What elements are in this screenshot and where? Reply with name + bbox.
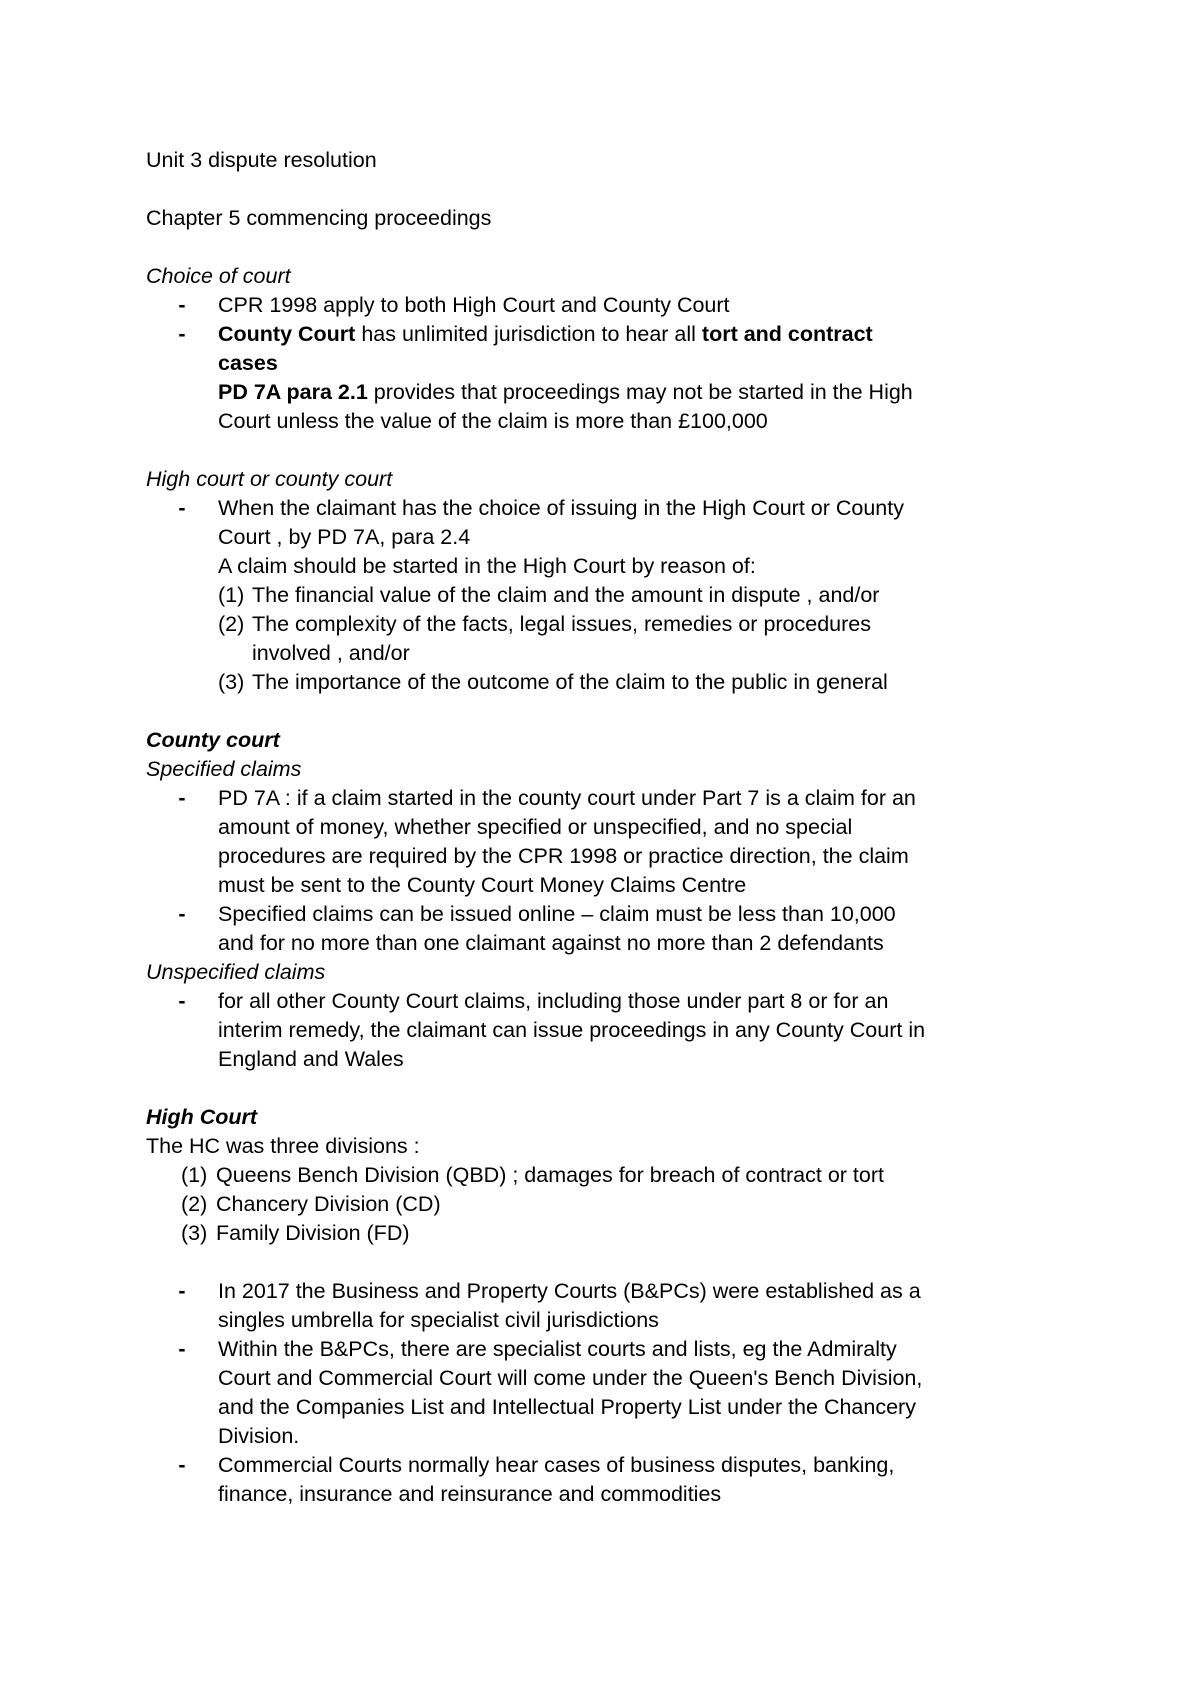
list-item-text: interim remedy, the claimant can issue proceedings in any County Court in (218, 1018, 926, 1042)
bold-term: County Court (218, 322, 356, 346)
list-item (146, 1277, 1076, 1335)
numbered-item: The complexity of the facts, legal issues, remedies or procedures (252, 612, 872, 636)
section-heading-high-or-county: High court or county court (146, 467, 393, 491)
list-item (146, 291, 1076, 320)
numbered-item: Chancery Division (CD) (216, 1192, 441, 1216)
numbered-item: Queens Bench Division (QBD) ; damages for breach of contract or tort (216, 1163, 884, 1187)
list-item-text: PD 7A : if a claim started in the county court under Part 7 is a claim for an (218, 786, 916, 810)
numbered-item: The importance of the outcome of the claim to the public in general (252, 670, 888, 694)
list-item-text: finance, insurance and reinsurance and commodities (218, 1482, 722, 1506)
chapter-title: Chapter 5 commencing proceedings (146, 206, 492, 230)
list-number: (2) (181, 1192, 208, 1216)
bullet-dash: - (178, 496, 186, 520)
list-item-text: and for no more than one claimant against no more than 2 defendants (218, 931, 884, 955)
list-item (146, 900, 1076, 958)
list-item-text: Specified claims can be issued online – claim must be less than 10,000 (218, 902, 896, 926)
list-item-text: When the claimant has the choice of issuing in the High Court or County (218, 496, 904, 520)
list-number: (3) (218, 670, 245, 694)
document-title: Unit 3 dispute resolution (146, 148, 377, 172)
list-item (146, 1335, 1076, 1451)
numbered-item: The financial value of the claim and the amount in dispute , and/or (252, 583, 880, 607)
list-item-text: Division. (218, 1424, 300, 1448)
bullet-dash: - (178, 1453, 186, 1477)
list-item-text: provides that proceedings may not be started in the High (367, 380, 913, 404)
section-heading-choice-of-court: Choice of court (146, 264, 291, 288)
list-item-text: Court unless the value of the claim is more than £100,000 (218, 409, 768, 433)
document-page (146, 146, 1076, 1509)
list-item (146, 320, 1076, 436)
bullet-dash: - (178, 322, 186, 346)
list-item-text: singles umbrella for specialist civil jurisdictions (218, 1308, 659, 1332)
list-item-text: must be sent to the County Court Money Claims Centre (218, 873, 747, 897)
numbered-item: involved , and/or (252, 641, 410, 665)
list-number: (2) (218, 612, 245, 636)
list-number: (3) (181, 1221, 208, 1245)
list-item (146, 1451, 1076, 1509)
list-item-text: and the Companies List and Intellectual Property List under the Chancery (218, 1395, 916, 1419)
paragraph: The HC was three divisions : (146, 1134, 420, 1158)
list-item-text: has unlimited jurisdiction to hear all (355, 322, 702, 346)
bullet-dash: - (178, 786, 186, 810)
bullet-dash: - (178, 1279, 186, 1303)
list-item (146, 784, 1076, 900)
bullet-dash: - (178, 989, 186, 1013)
bullet-dash: - (178, 1337, 186, 1361)
bold-term: tort and contract (701, 322, 873, 346)
subheading-unspecified-claims: Unspecified claims (146, 960, 326, 984)
list-item-text: Within the B&PCs, there are specialist courts and lists, eg the Admiralty (218, 1337, 897, 1361)
list-item-text: CPR 1998 apply to both High Court and County Court (218, 293, 730, 317)
numbered-item: Family Division (FD) (216, 1221, 410, 1245)
list-item-text: Court and Commercial Court will come under the Queen's Bench Division, (218, 1366, 923, 1390)
section-heading-high-court: High Court (146, 1105, 258, 1129)
list-item-text: for all other County Court claims, including those under part 8 or for an (218, 989, 889, 1013)
list-item-text: In 2017 the Business and Property Courts (B&PCs) were established as a (218, 1279, 921, 1303)
section-heading-county-court: County court (146, 728, 280, 752)
list-item (146, 494, 1076, 697)
subheading-specified-claims: Specified claims (146, 757, 302, 781)
list-item-text: amount of money, whether specified or unspecified, and no special (218, 815, 853, 839)
bold-term: cases (218, 351, 278, 375)
bullet-dash: - (178, 902, 186, 926)
list-item-text: England and Wales (218, 1047, 404, 1071)
bold-term: PD 7A para 2.1 (218, 380, 368, 404)
list-item-text: Commercial Courts normally hear cases of business disputes, banking, (218, 1453, 895, 1477)
list-number: (1) (181, 1163, 208, 1187)
list-item-text: Court , by PD 7A, para 2.4 (218, 525, 471, 549)
list-item-text: procedures are required by the CPR 1998 or practice direction, the claim (218, 844, 909, 868)
list-number: (1) (218, 583, 245, 607)
list-item-text: A claim should be started in the High Court by reason of: (218, 554, 756, 578)
list-item (146, 987, 1076, 1074)
bullet-dash: - (178, 293, 186, 317)
